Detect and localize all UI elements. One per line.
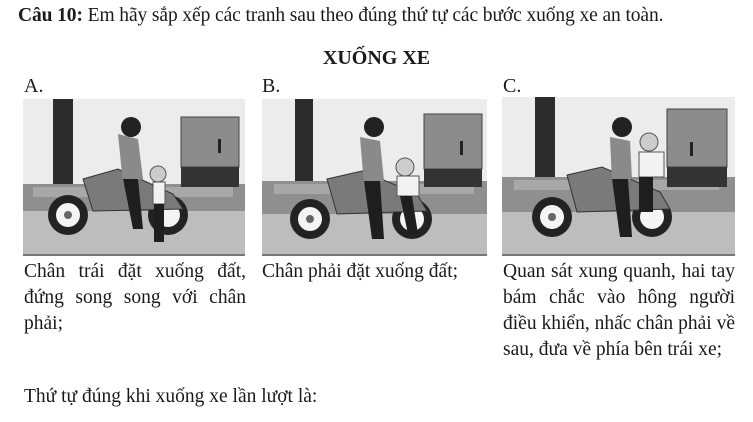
panel-c-caption: Quan sát xung quanh, hai tay bám chắc vào hông người điều khiển, nhấc chân phải về sau, đưa về phía bên trái xe; bbox=[503, 261, 735, 360]
panel-b-letter: B. bbox=[262, 75, 281, 97]
answer-prompt: Thứ tự đúng khi xuống xe lần lượt là: bbox=[24, 386, 318, 407]
panel-a-letter: A. bbox=[24, 75, 44, 97]
question-text: Em hãy sắp xếp các tranh sau theo đúng thứ tự các bước xuống xe an toàn. bbox=[82, 5, 664, 26]
motorbike-dismount-step-c-image bbox=[502, 97, 735, 254]
motorbike-dismount-step-a-image bbox=[23, 99, 245, 254]
question-number: Câu 10: bbox=[18, 5, 83, 26]
question-heading bbox=[18, 5, 663, 27]
panel-b-illustration bbox=[262, 99, 487, 256]
panel-a-illustration bbox=[23, 99, 245, 256]
motorbike-dismount-step-b-image bbox=[262, 99, 487, 254]
section-title: XUỐNG XE bbox=[322, 47, 431, 69]
panel-b-caption: Chân phải đặt xuống đất; bbox=[262, 261, 459, 282]
panel-c-illustration bbox=[502, 97, 735, 256]
panel-c-letter: C. bbox=[503, 75, 522, 97]
panel-a-caption: Chân trái đặt xuống đất, đứng song song với chân phải; bbox=[24, 261, 246, 334]
